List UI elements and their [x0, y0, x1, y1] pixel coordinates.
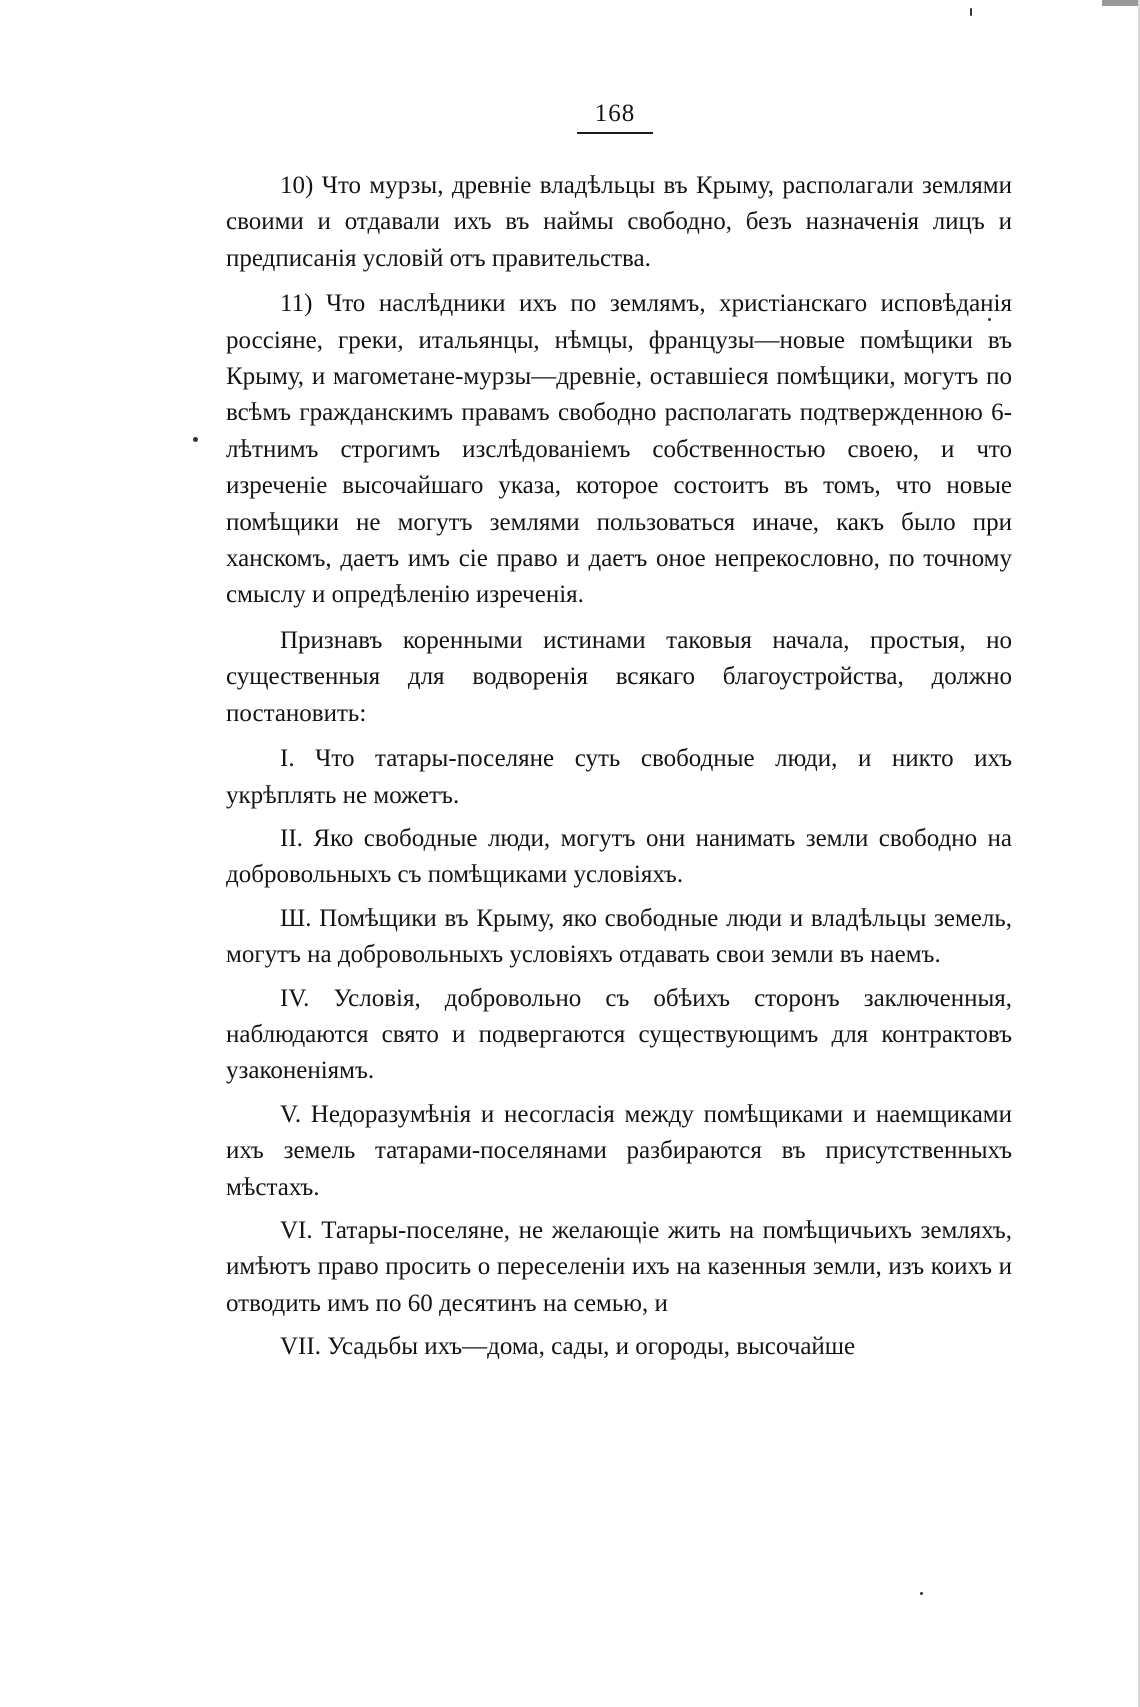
article-v: V. Недоразумѣнія и несогласія между помѣщиками и наемщиками ихъ земель татарами-поселянами разбираются въ присутственныхъ мѣстахъ. — [226, 1100, 1012, 1201]
scan-speck — [920, 1592, 923, 1595]
scan-speck — [970, 8, 972, 16]
article-iv: IV. Условія, добровольно съ обѣихъ сторонъ заключенныя, наблюдаются свято и подвергаются существующимъ для контрактовъ узаконеніямъ. — [226, 984, 1012, 1085]
article-iii: Ш. Помѣщики въ Крыму, яко свободные люди и владѣльцы земель, могутъ на добровольныхъ условіяхъ отдавать свои земли въ наемъ. — [226, 904, 1012, 969]
scan-speck — [988, 318, 991, 321]
article-ii: II. Яко свободные люди, могутъ они нанимать земли свободно на добровольныхъ съ помѣщиками условіяхъ. — [226, 824, 1012, 889]
paragraph-10: 10) Что мурзы, древніе владѣльцы въ Крыму, располагали землями своими и отдавали ихъ въ наймы свободно, безъ назначенія лицъ и предписанія условій отъ правительства. — [226, 172, 1012, 272]
scan-edge-mark — [1102, 0, 1140, 6]
article-i: I. Что татары-поселяне суть свободные люди, и никто ихъ укрѣплять не можетъ. — [226, 745, 1012, 809]
page-header — [0, 100, 1140, 134]
article-vii: VII. Усадьбы ихъ—дома, сады, и огороды, высочайше — [280, 1333, 856, 1361]
scan-speck — [193, 437, 198, 442]
paragraph-conclusion: Признавъ коренными истинами таковыя начала, простыя, но существенныя для водворенія всякаго благоустройства, должно постановить: — [226, 626, 1012, 727]
page-body — [226, 168, 1012, 1373]
paragraph-11: 11) Что наслѣдники ихъ по землямъ, христіанскаго исповѣданія россіяне, греки, итальянцы, нѣмцы, французы—новые помѣщики въ Крыму, и магометане-мурзы—древніе, оставшіеся помѣщики, могутъ по всѣмъ гражданскимъ правамъ свободно располагать подтвержденною 6-лѣтнимъ строгимъ изслѣдованіемъ собственностью своею, и что изреченіе высочайшаго указа, которое состоитъ въ томъ, что новые помѣщики не могутъ землями пользоваться иначе, какъ было при ханскомъ, даетъ имъ сіе право и даетъ оное непрекословно, по точному смыслу и опредѣленію изреченія. — [226, 290, 1012, 609]
article-vi: VI. Татары-поселяне, не желающіе жить на помѣщичьихъ земляхъ, имѣютъ право просить о переселеніи ихъ на казенныя земли, изъ коихъ и отводить имъ по 60 десятинъ на семью, и — [226, 1216, 1012, 1317]
page-number: 168 — [577, 100, 654, 134]
